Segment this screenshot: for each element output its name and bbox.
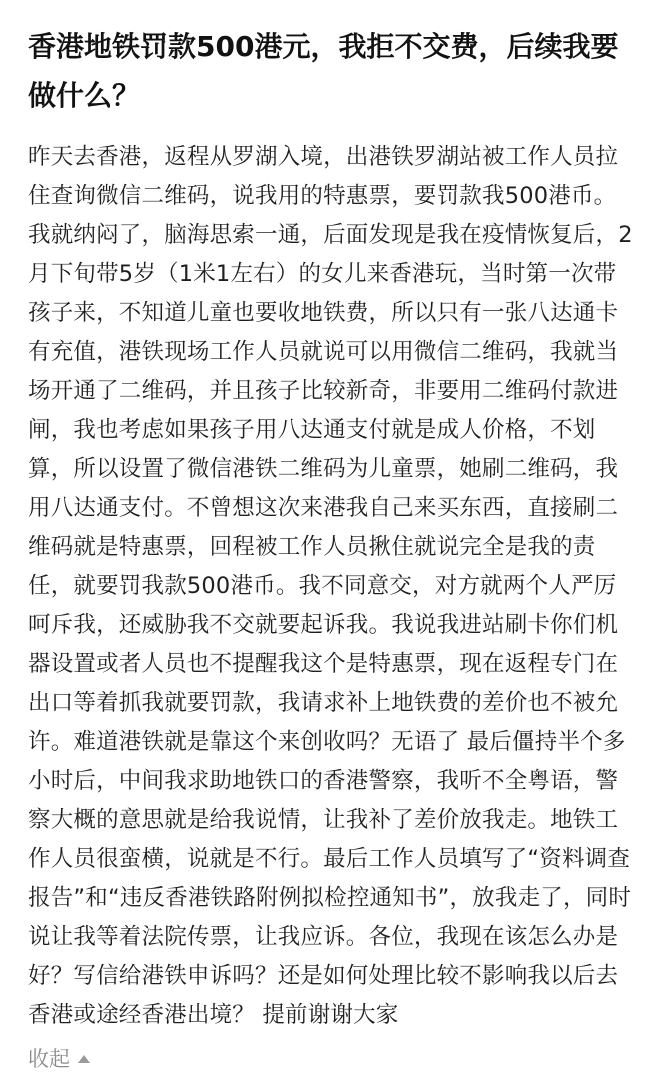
collapse-button[interactable] <box>28 1044 90 1074</box>
caret-up-icon <box>78 1055 90 1063</box>
collapse-label: 收起 <box>28 1047 70 1071</box>
post-body: 昨天去香港，返程从罗湖入境，出港铁罗湖站被工作人员拉住查询微信二维码，说我用的特惠票，要罚款我500港币。我就纳闷了，脑海思索一通，后面发现是我在疫情恢复后，2月下旬带5岁（1米1左右）的女儿来香港玩，当时第一次带孩子来，不知道儿童也要收地铁费，所以只有一张八达通卡有充值，港铁现场工作人员就说可以用微信二维码，我就当场开通了二维码，并且孩子比较新奇，非要用二维码付款进闸，我也考虑如果孩子用八达通支付就是成人价格，不划算，所以设置了微信港铁二维码为儿童票，她刷二维码，我用八达通支付。不曾想这次来港我自己来买东西，直接刷二维码就是特惠票，回程被工作人员揪住就说完全是我的责任，就要罚我款500港币。我不同意交，对方就两个人严厉呵斥我，还威胁我不交就要起诉我。我说我进站刷卡你们机器设置或者人员也不提醒我这个是特惠票，现在返程专门在出口等着抓我就要罚款，我请求补上地铁费的差价也不被允许。难道港铁就是靠这个来创收吗？无语了 最后僵持半个多小时后，中间我求助地铁口的香港警察，我听不全粤语，警察大概的意思就是给我说情，让我补了差价放我走。地铁工作人员很蛮横，说就是不行。最后工作人员填写了“资料调查报告”和“违反香港铁路附例拟检控通知书”，放我走了，同时说让我等着法院传票，让我应诉。各位，我现在该怎么办是好？写信给港铁申诉吗？还是如何处理比较不影响我以后去香港或途经香港出境？ 提前谢谢大家 <box>28 144 633 1028</box>
post-title: 香港地铁罚款500港元，我拒不交费，后续我要做什么？ <box>28 30 619 112</box>
